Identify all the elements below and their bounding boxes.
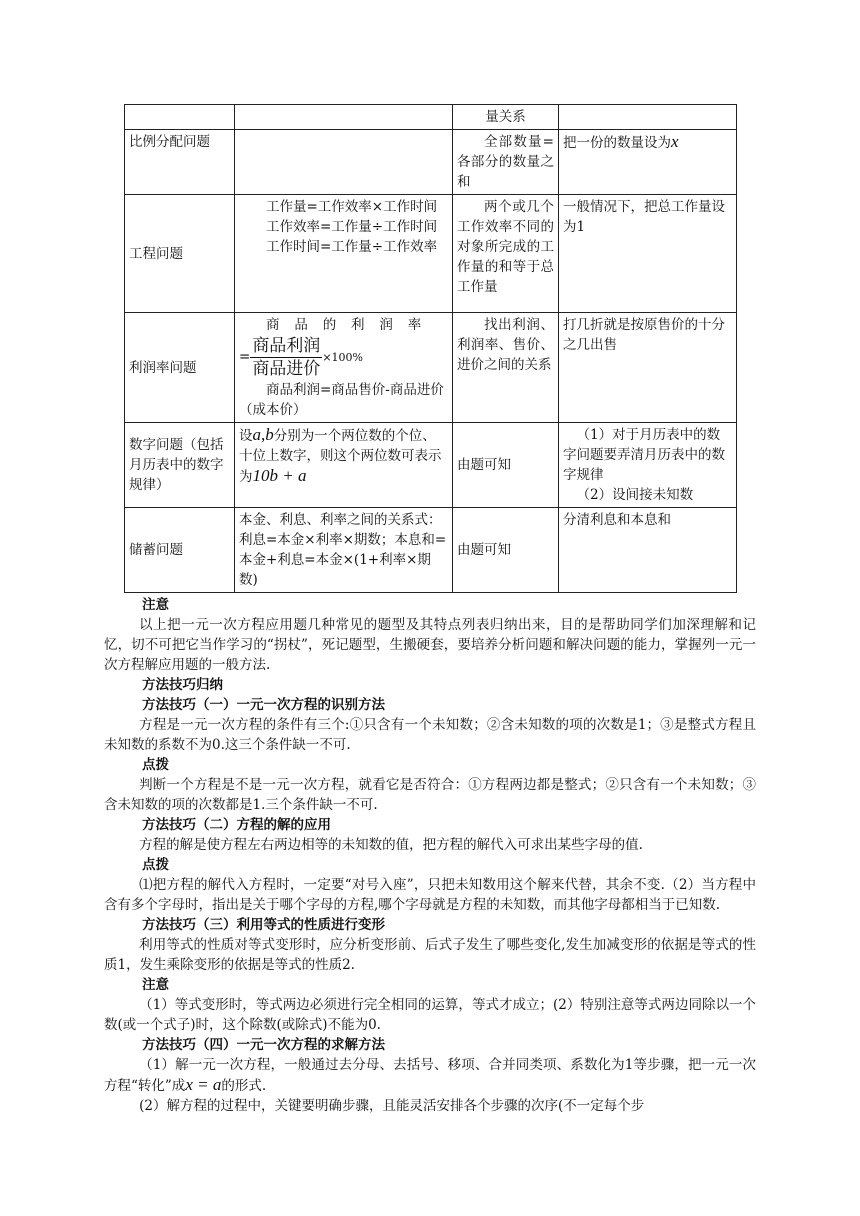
section-heading: 注意 [142,977,169,993]
table-row [125,508,737,593]
number-expression: 10b + a [252,466,307,485]
table-row [125,423,737,508]
fraction-denominator: 商品进价 [252,359,321,379]
tip-text: 把一份的数量设为 [563,135,671,151]
section-heading: 方法技巧（三）利用等式的性质进行变形 [142,917,385,933]
paragraph: (2）解方程的过程中，关键要明确步骤，且能灵活安排各个步骤的次序(不一定每个步 [139,1098,645,1114]
fraction-numerator: 商品利润 [252,336,321,356]
row-name: 利润率问题 [125,313,235,423]
relation-text: 分别为一个两位数的个位、十位上数字，则这个两位数可表示为 [239,428,442,485]
percent-factor: ×100% [322,351,363,364]
paragraph: 判断一个方程是不是一元一次方程，就看它是否符合：①方程两边都是整式；②只含有一个未知数；③含未知数的项的次数都是1.三个条件缺一不可. [104,777,756,813]
row-tip: 打几折就是按原售价的十分之几出售 [559,313,737,423]
row-key: 两个或几个工作效率不同的对象所完成的工作量的和等于总工作量 [453,195,559,313]
row-name: 比例分配问题 [125,130,235,195]
section-heading: 方法技巧（四）一元一次方程的求解方法 [142,1037,385,1053]
equals-sign: = [239,349,251,365]
section-heading: 点拨 [142,757,169,773]
row-key: 由题可知 [453,423,559,508]
relation-text: 设 [239,428,253,444]
paragraph: 以上把一元一次方程应用题几种常见的题型及其特点列表归纳出来，目的是帮助同学们加深理解和记忆，切不可把它当作学习的“拐杖”，死记题型，生搬硬套，要培养分析问题和解决问题的能力，掌握列一元一次方程解应用题的一般方法. [104,617,756,673]
paragraph [104,1055,756,1096]
row-key: 由题可知 [453,508,559,593]
table-row [125,195,737,313]
table-cell [235,105,453,130]
table-row [125,105,737,130]
row-key: 找出利润、利润率、售价、进价之间的关系 [453,313,559,423]
row-relation [235,313,453,423]
paragraph: 方程是一元一次方程的条件有三个:①只含有一个未知数；②含未知数的项的次数是1；③是整式方程且未知数的系数不为0.这三个条件缺一不可. [104,717,756,753]
formula-line: 工作时间=工作量÷工作效率 [266,239,438,255]
var-ab: a,b [252,425,274,444]
row-tip [559,130,737,195]
equation-types-table [124,104,737,593]
formula-line: 工作量=工作效率×工作时间 [266,199,438,215]
row-relation [235,423,453,508]
row-relation: 本金、利息、利率之间的关系式：利息=本金×利率×期数；本息和=本金+利息=本金×(1+利率×期数) [235,508,453,593]
table-cell [559,105,737,130]
row-tip [559,423,737,508]
profit-formula [239,335,448,380]
tip-line: （2）设间接未知数 [576,487,694,503]
formula-line: 商品的利润率 [266,317,437,333]
formula-line: 工作效率=工作量÷工作时间 [266,219,438,235]
row-tip: 分清利息和本息和 [559,508,737,593]
section-heading: 方法技巧归纳 [142,677,223,693]
row-name: 数字问题（包括月历表中的数字规律） [125,423,235,508]
tip-line: （1）对于月历表中的数字问题要弄清月历表中的数字规律 [563,427,725,483]
row-key: 全部数量=各部分的数量之和 [453,130,559,195]
row-tip: 一般情况下，把总工作量设为1 [559,195,737,313]
fraction [250,335,322,380]
notes-section [104,595,756,1116]
row-relation [235,195,453,313]
paragraph-text: 的形式. [221,1078,267,1094]
document-page [104,104,756,1116]
row-name: 储蓄问题 [125,508,235,593]
paragraph: ⑴把方程的解代入方程时，一定要“对号入座”，只把未知数用这个解来代替，其余不变.（2）当方程中含有多个字母时，指出是关于哪个字母的方程,哪个字母就是方程的未知数，而其他字母都相当于已知数. [104,877,756,913]
formula-line: 商品利润=商品售价-商品进价（成本价） [239,382,444,418]
section-heading: 方法技巧（一）一元一次方程的识别方法 [142,697,385,713]
row-relation [235,130,453,195]
section-heading: 点拨 [142,857,169,873]
paragraph: 方程的解是使方程左右两边相等的未知数的值，把方程的解代入可求出某些字母的值. [139,837,643,853]
section-heading: 注意 [142,597,169,613]
section-heading: 方法技巧（二）方程的解的应用 [142,817,331,833]
table-row [125,130,737,195]
table-row [125,313,737,423]
paragraph: （1）等式变形时，等式两边必须进行完全相同的运算，等式才成立；(2）特别注意等式两边同除以一个数(或一个式子)时，这个除数(或除式)不能为0. [104,997,756,1033]
table-cell [125,105,235,130]
row-name: 工程问题 [125,195,235,313]
var-x: x [671,132,679,151]
equation-expression: x = a [185,1075,222,1094]
paragraph: 利用等式的性质对等式变形时，应分析变形前、后式子发生了哪些变化,发生加减变形的依据是等式的性质1，发生乘除变形的依据是等式的性质2. [104,937,756,973]
paragraph-text: （1）解一元一次方程，一般通过去分母、去括号、移项、合并同类项、系数化为1等步骤，把一元一次方程“转化”成 [104,1057,756,1094]
table-cell: 量关系 [453,105,559,130]
